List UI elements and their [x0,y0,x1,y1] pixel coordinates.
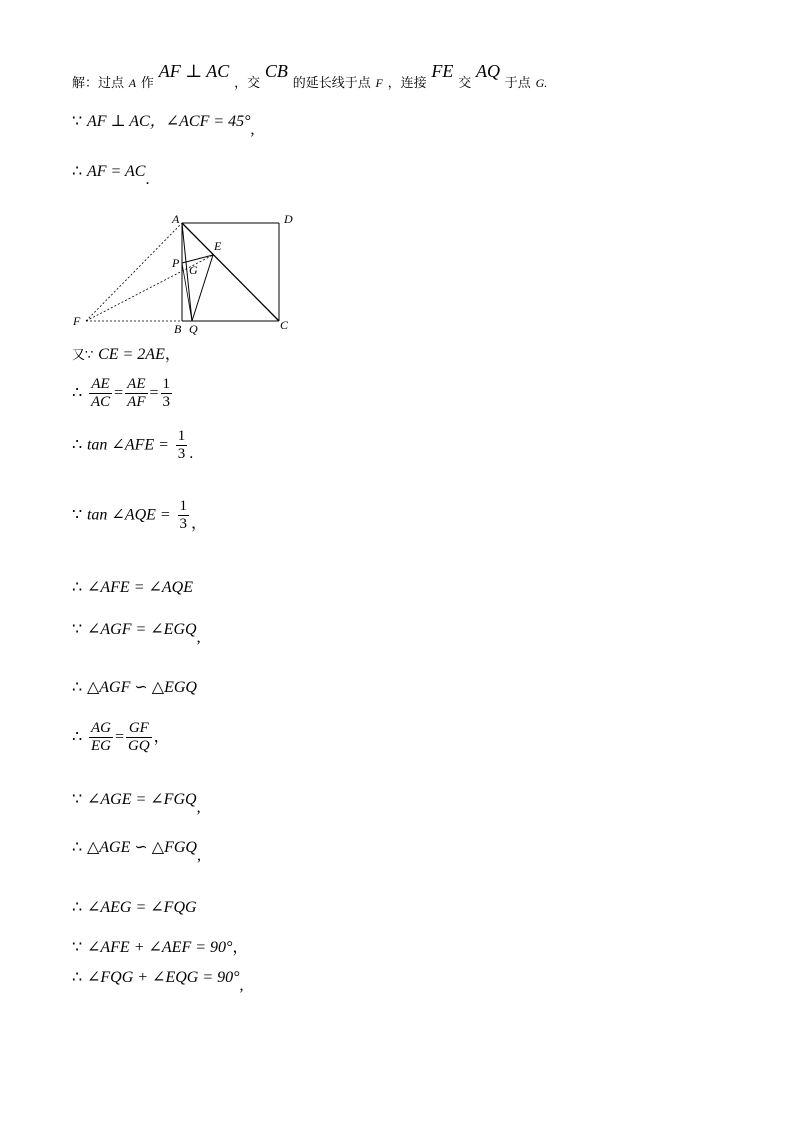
denominator: 3 [179,516,187,532]
intro-lianjie: ，连接 [387,76,427,91]
step-expr: ∠FQG + ∠EQG = 90° [86,969,240,986]
denominator: 3 [162,394,171,410]
equals-sign: = [149,384,159,402]
step-tail: , [196,799,201,816]
intro-jiao: ，交 [234,76,261,91]
label-q: Q [189,322,198,336]
step-tan-aqe [72,498,207,533]
step-agf-eq-egq [72,621,201,646]
intro-yudian: 于点 [504,76,531,91]
step-tail: ， [164,346,181,363]
expr-cb: CB [264,61,288,81]
step-tail: . [145,171,150,188]
label-g: G [189,263,198,277]
step-expr: ∠AFE + ∠AEF = 90° [86,939,233,956]
step-afe-eq-aqe [72,580,193,596]
therefore-symbol: ∴ [72,163,83,180]
solution-intro-line [72,61,548,91]
denominator: 3 [177,446,186,462]
fraction-one-third [176,428,188,463]
point-f: F [375,76,383,90]
step-expr: ∠AGE = ∠FGQ [86,791,197,808]
label-b: B [174,322,182,336]
equals-sign: = [114,384,124,402]
step-similar-agf-egq [72,680,197,696]
because-symbol: ∵ [72,939,83,956]
dashed-af [86,223,182,321]
numerator: AG [90,720,111,736]
step-expr: CE = 2AE [98,346,165,363]
denominator: AC [90,394,111,410]
expr-fe: FE [431,61,454,81]
step-tail: ， [153,728,170,746]
numerator: 1 [179,498,187,514]
step-tail: . [189,444,194,462]
therefore-symbol: ∴ [72,679,83,696]
because-symbol: ∵ [72,113,83,130]
numerator: 1 [177,428,186,444]
therefore-symbol: ∴ [72,839,83,856]
step-tail: , [250,121,255,138]
therefore-symbol: ∴ [72,728,83,746]
step-expr: AF ⊥ AC，∠ACF = 45° [86,113,251,130]
fraction-one-third [178,498,190,533]
numerator: GF [126,720,152,738]
label-a: A [172,212,180,226]
label-c: C [280,318,289,332]
step-af-eq-ac [72,163,150,188]
therefore-symbol: ∴ [72,436,83,454]
step-tan-afe [72,428,193,463]
line-pe [182,255,213,263]
step-age-eq-fgq [72,791,201,816]
because-symbol: ∵ [72,621,83,638]
fraction-one-third [161,376,173,411]
you-because: 又∵ [72,348,94,363]
point-g: G. [535,76,548,90]
denominator: EG [90,738,111,754]
step-expr: tan ∠AQE = [86,506,171,524]
step-ratio-ae [72,376,174,411]
step-expr: ∠AEG = ∠FQG [86,899,197,916]
numerator: 1 [162,376,171,392]
step-similar-age-fgq [72,839,201,864]
step-expr: ∠AFE = ∠AQE [86,579,193,596]
geometry-figure [68,212,308,337]
step-ratio-ag-eg [72,720,170,755]
label-f: F [73,314,81,328]
step-expr: AF = AC [86,163,146,180]
step-ce-eq-2ae [72,347,181,363]
step-afe-plus-aef [72,940,248,956]
therefore-symbol: ∴ [72,899,83,916]
step-expr: △AGF ∽ △EGQ [86,679,197,696]
label-p: P [172,256,180,270]
step-aeg-eq-fqg [72,900,197,916]
denominator: AF [127,394,146,410]
step-expr: △AGE ∽ △FGQ [86,839,197,856]
numerator: AE [127,376,146,392]
therefore-symbol: ∴ [72,384,83,402]
point-a: A [128,76,137,90]
label-d: D [284,212,293,226]
therefore-symbol: ∴ [72,579,83,596]
step-af-perp-ac [72,113,255,138]
step-expr: ∠AGF = ∠EGQ [86,621,197,638]
fraction-ag-eg [89,720,113,755]
intro-prefix: 解：过点 [72,76,125,91]
denominator: GQ [128,738,150,754]
expr-af-perp-ac: AF ⊥ AC [158,61,230,81]
equals-sign: = [114,728,124,746]
step-tail: , [196,629,201,646]
fraction-gf-gq [126,720,152,755]
fraction-ae-af [125,376,147,411]
step-tail: , [239,977,244,994]
intro-zuo: 作 [140,76,154,91]
therefore-symbol: ∴ [72,969,83,986]
numerator: AE [89,376,112,394]
step-tail: , [196,847,201,864]
fraction-ae-ac [89,376,112,411]
step-tail: ， [191,514,208,532]
intro-jiao2: 交 [458,76,472,91]
label-e: E [214,239,222,253]
expr-aq: AQ [475,61,500,81]
because-symbol: ∵ [72,506,83,524]
step-tail: ， [232,939,249,956]
step-fqg-plus-eqg [72,969,244,994]
step-expr: tan ∠AFE = [86,436,169,454]
because-symbol: ∵ [72,791,83,808]
intro-mid: 的延长线于点 [292,76,371,91]
